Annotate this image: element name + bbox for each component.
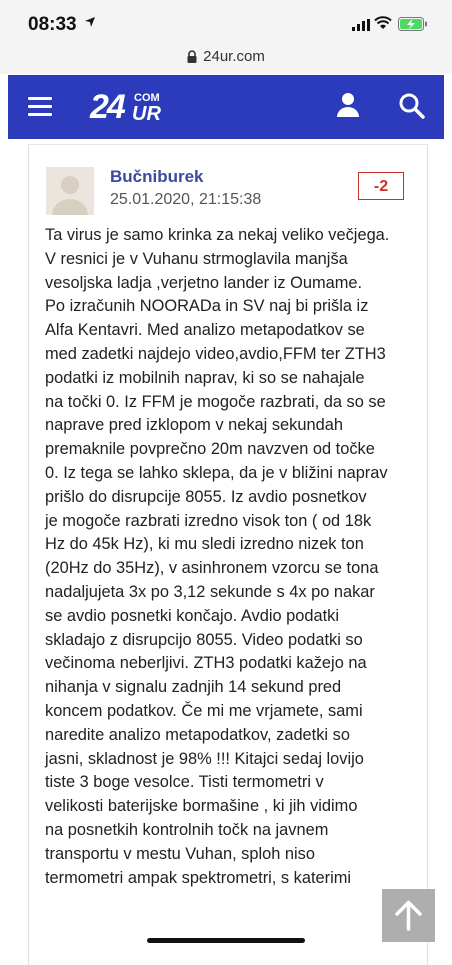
comment-line: nadaljujeta 3x po 3,12 sekunde s 4x po nakar bbox=[45, 582, 375, 601]
comment-line: V resnici je v Vuhanu strmoglavila manjša bbox=[45, 249, 348, 268]
comment-line: naprave pred izklopom v nekaj sekundah bbox=[45, 416, 343, 435]
scroll-to-top-button[interactable] bbox=[382, 889, 435, 942]
comment-body bbox=[45, 224, 425, 890]
arrow-up-icon bbox=[382, 889, 435, 942]
comment-line: Hz do 45k Hz), ki mu sledi izredno nizek ton bbox=[45, 535, 364, 554]
comment-line: transportu v mestu Vuhan, sploh niso bbox=[45, 844, 315, 863]
status-bar bbox=[0, 0, 452, 44]
comment-line: Ta virus je samo krinka za nekaj veliko večjega. bbox=[45, 226, 390, 244]
comment-line: na posnetkih kontrolnih točk na javnem bbox=[45, 820, 329, 839]
site-header bbox=[8, 75, 444, 139]
comment-line: 0. Iz tega se lahko sklepa, da je v bližini naprav bbox=[45, 463, 388, 482]
comment-line: podatki iz mobilnih naprav, ki so se nahajale bbox=[45, 368, 365, 387]
user-icon[interactable] bbox=[336, 92, 360, 118]
comment-author[interactable]: Bučniburek bbox=[110, 167, 204, 186]
battery-charging-icon bbox=[398, 17, 428, 31]
comment-line: se avdio posnetki končajo. Avdio podatki bbox=[45, 606, 340, 625]
comment-line: jasni, skladnost je 98% !!! Kitajci sedaj lovijo bbox=[45, 749, 364, 768]
logo-main: 24 bbox=[90, 88, 124, 126]
url-text: 24ur.com bbox=[203, 48, 265, 65]
search-icon[interactable] bbox=[399, 93, 425, 119]
comment-line: koncem podatkov. Če mi me vrjamete, sami bbox=[45, 701, 363, 720]
wifi-icon bbox=[374, 16, 392, 30]
comment-line: premaknile povprečno 20m navzven od točke bbox=[45, 440, 375, 459]
browser-url-bar[interactable] bbox=[0, 44, 452, 74]
comment-date: 25.01.2020, 21:15:38 bbox=[110, 191, 262, 208]
comment-line: je mogoče razbrati izredno visok ton ( od 18k bbox=[45, 511, 372, 530]
logo-sub: UR bbox=[132, 103, 161, 125]
comment-line: naredite analizo metapodatkov, zadetki so bbox=[45, 725, 350, 744]
comment-line: nihanja v signalu zadnjih 14 sekund pred bbox=[45, 678, 342, 697]
home-indicator[interactable] bbox=[147, 938, 305, 943]
comment-line: velikosti baterijske bormašine , ki jih vidimo bbox=[45, 797, 358, 816]
comment-line: tiste 3 boge vesolce. Tisti termometri v bbox=[45, 773, 324, 792]
comment-line: Alfa Kentavri. Med analizo metapodatkov se bbox=[45, 321, 365, 340]
status-time: 08:33 bbox=[28, 14, 77, 35]
comment-line: Po izračunih NOORADa in SV naj bi prišla iz bbox=[45, 297, 369, 316]
comment-line: večinoma neberljivi. ZTH3 podatki kažejo na bbox=[45, 654, 367, 673]
logo-suffix: COM bbox=[134, 92, 160, 104]
default-avatar-icon bbox=[46, 167, 94, 215]
comment-line: (20Hz do 35Hz), v asinhronem vzorcu se tona bbox=[45, 559, 379, 578]
comment-line: na točki 0. Iz FFM je mogoče razbrati, da so se bbox=[45, 392, 386, 411]
comment-line: vesoljska ladja ,verjetno lander iz Oumame. bbox=[45, 273, 363, 292]
comment-line: skladajo z disrupcijo 8055. Video podatki so bbox=[45, 630, 363, 649]
vote-badge[interactable]: -2 bbox=[358, 172, 404, 200]
comment-line: prišlo do disrupcije 8055. Iz avdio posnetkov bbox=[45, 487, 367, 506]
avatar bbox=[46, 167, 94, 215]
hamburger-menu-icon[interactable] bbox=[28, 97, 52, 117]
comment-line: termometri ampak spektrometri, s katerimi bbox=[45, 868, 352, 887]
lock-icon bbox=[187, 50, 197, 63]
location-arrow-icon bbox=[84, 16, 96, 28]
site-logo[interactable] bbox=[90, 88, 161, 127]
comment-line: med zadetki najdejo video,avdio,FFM ter ZTH3 bbox=[45, 344, 386, 363]
cellular-signal-icon bbox=[352, 19, 370, 31]
